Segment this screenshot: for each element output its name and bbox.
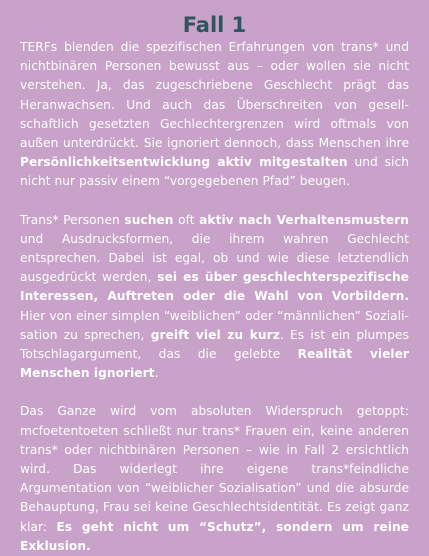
text-run: . Es ist ein plumpes Totschlagargument, das die gelebte	[20, 327, 409, 362]
emphasis-run: sei es über geschlechterspezifische Interessen, Auftreten oder die Wahl von Vorbildern.	[20, 270, 409, 304]
text-run: Trans* Personen	[20, 212, 125, 227]
text-run: oft	[173, 212, 200, 227]
text-run: und sich nicht nur passiv einem “vorgegebenen Pfad” beugen.	[20, 155, 409, 189]
page-title: Fall 1	[182, 13, 247, 37]
text-run: TERFs blenden die spezifischen Erfahrungen von trans* und nichtbinären Personen bewusst aus – oder wollen sie nicht verstehen. Ja, das zugeschriebene Geschlecht prägt das Heranwachsen. Und auch das Überschreiten von gesell-schaftlich gesetzten Gechlechtergrenzen wird oftmals von außen unterdrückt. Sie ignoriert dennoch, dass Menschen ihre	[20, 40, 409, 151]
text-run: Hier von einer simplen “weiblichen” oder “männlichen” Soziali-sation zu sprechen,	[20, 308, 409, 342]
emphasis-run: suchen	[124, 212, 174, 227]
emphasis-run: greift viel zu kurz	[150, 327, 280, 342]
text-run: .	[154, 366, 159, 381]
body-text	[20, 38, 409, 556]
emphasis-run: Realität vieler Menschen ignoriert	[20, 347, 409, 381]
text-run: und Ausdrucksformen, die ihrem wahren Gechlecht entsprechen. Dabei ist egal, ob und wie diese letztendlich ausgedrückt werden,	[20, 231, 409, 285]
emphasis-run: Persönlichkeitsentwicklung aktiv mitgestalten	[20, 155, 348, 170]
text-run: Das Ganze wird vom absoluten Widerspruch getoppt: mcfoetentoeten schließt nur trans* Frauen ein, keine anderen trans* oder nichtbinären Personen – wie in Fall 2 ersichtlich wird. Das widerlegt ihre eigene trans*feindliche Argumentation von “weiblicher Sozialisation” und die absurde Behauptung, Frau sei keine Geschlechtsidentität. Es zeigt ganz klar:	[20, 404, 409, 534]
emphasis-run: Es geht nicht um “Schutz”, sondern um reine Exklusion.	[20, 519, 409, 553]
emphasis-run: aktiv nach Verhaltensmustern	[199, 212, 410, 227]
paragraph-2	[20, 211, 409, 384]
paragraph-1	[20, 38, 409, 192]
paragraph-3	[20, 402, 409, 556]
